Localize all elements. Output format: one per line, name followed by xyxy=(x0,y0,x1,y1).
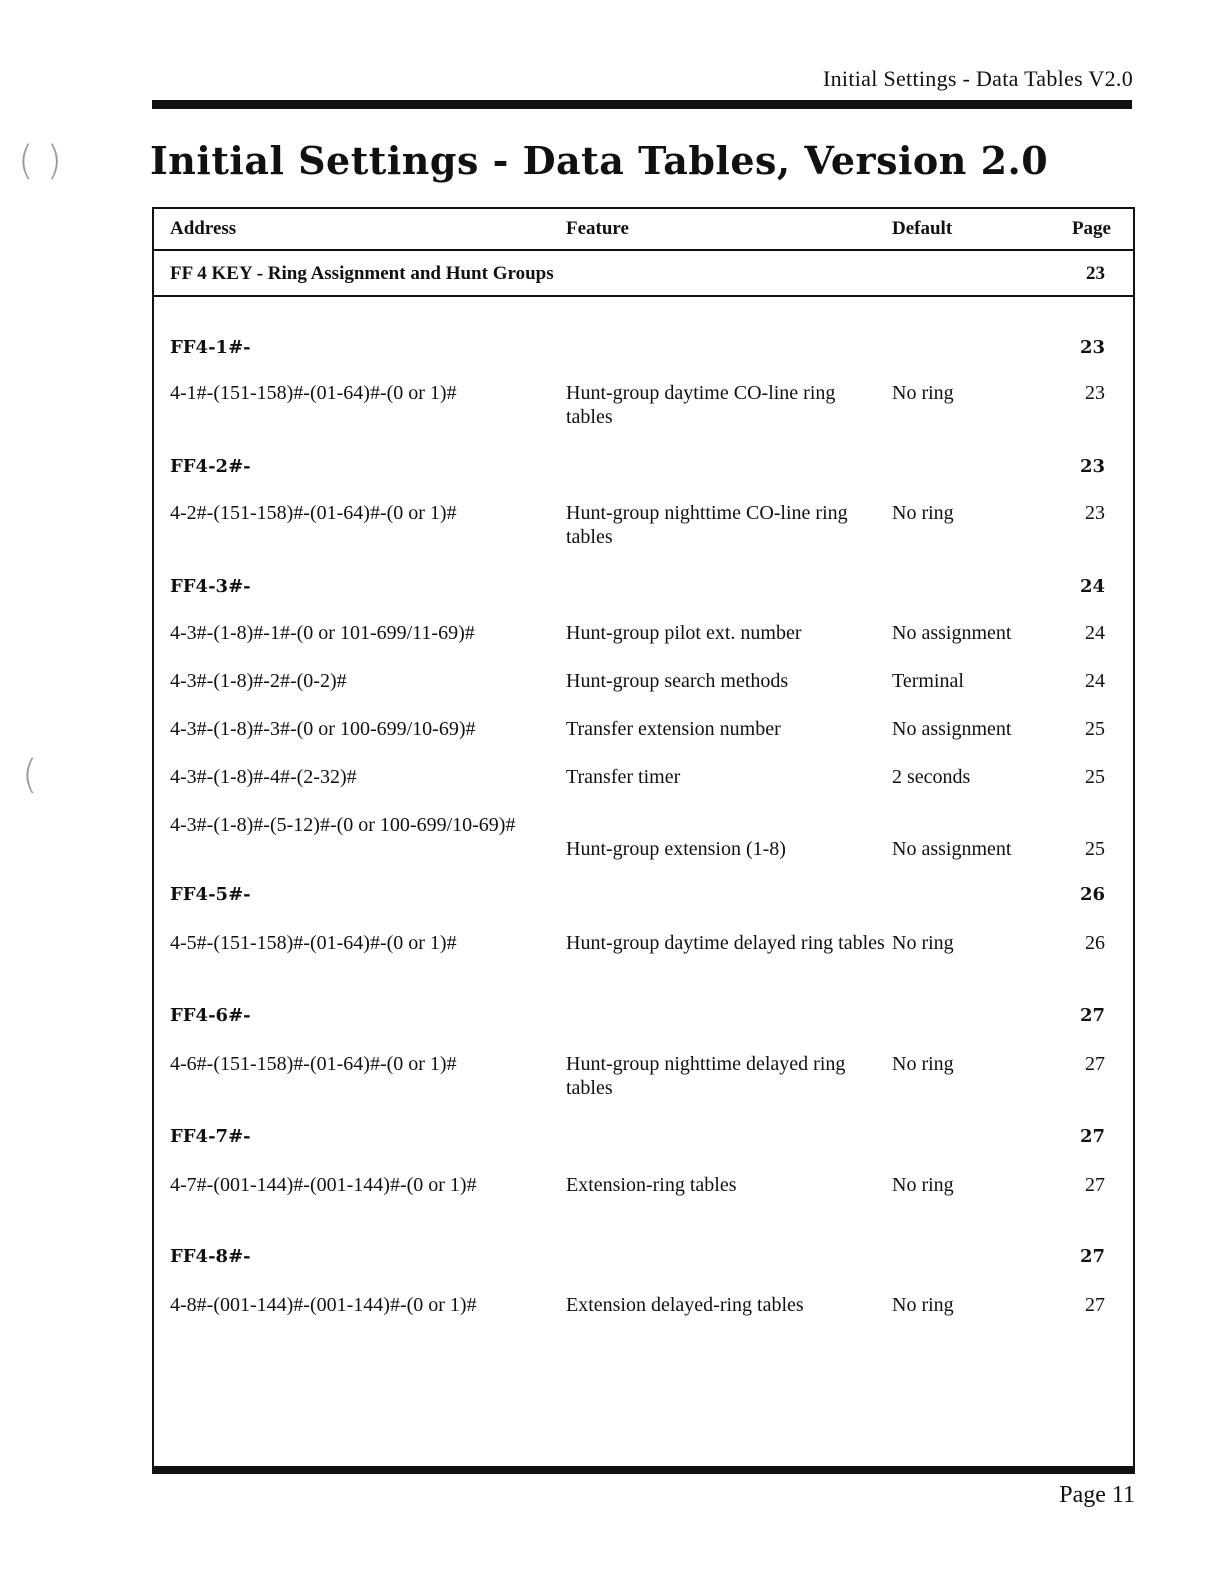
row-address: 4-5#-(151-158)#-(01-64)#-(0 or 1)# xyxy=(170,932,457,954)
group-address: FF4-5#- xyxy=(170,884,251,905)
row-page: 26 xyxy=(1085,932,1105,954)
data-table xyxy=(152,207,1135,1471)
row-default: No ring xyxy=(892,932,954,954)
header-feature: Feature xyxy=(566,218,629,239)
row-default: No ring xyxy=(892,502,954,524)
row-feature: Hunt-group pilot ext. number xyxy=(566,622,802,644)
page-number: Page 11 xyxy=(1059,1482,1135,1508)
row-address: 4-2#-(151-158)#-(01-64)#-(0 or 1)# xyxy=(170,502,457,524)
row-page: 24 xyxy=(1085,670,1105,692)
row-page: 23 xyxy=(1085,502,1105,524)
row-page: 25 xyxy=(1085,718,1105,740)
group-address: FF4-3#- xyxy=(170,576,251,597)
row-feature: Hunt-group daytime delayed ring tables xyxy=(566,932,885,954)
punch-hole-mark: ( ) xyxy=(18,138,62,184)
row-page: 27 xyxy=(1085,1174,1105,1196)
row-address: 4-8#-(001-144)#-(001-144)#-(0 or 1)# xyxy=(170,1294,477,1316)
row-address: 4-3#-(1-8)#-(5-12)#-(0 or 100-699/10-69)# xyxy=(170,814,516,836)
row-default: No assignment xyxy=(892,718,1012,740)
row-default: No ring xyxy=(892,1053,954,1075)
header-default: Default xyxy=(892,218,953,239)
page-title: Initial Settings - Data Tables, Version 2.0 xyxy=(150,138,1049,183)
group-address: FF4-2#- xyxy=(170,456,251,477)
row-default: 2 seconds xyxy=(892,766,971,788)
group-page: 23 xyxy=(1079,337,1105,358)
group-address: FF4-6#- xyxy=(170,1005,251,1026)
row-feature: Extension-ring tables xyxy=(566,1174,737,1196)
group-page: 26 xyxy=(1079,884,1105,905)
header-page: Page xyxy=(1071,218,1111,239)
row-default: No assignment xyxy=(892,838,1012,860)
row-address: 4-7#-(001-144)#-(001-144)#-(0 or 1)# xyxy=(170,1174,477,1196)
table-header xyxy=(154,209,1133,251)
group-address: FF4-7#- xyxy=(170,1126,251,1147)
row-default: No ring xyxy=(892,382,954,404)
row-page: 27 xyxy=(1085,1053,1105,1075)
row-page: 23 xyxy=(1085,382,1105,404)
section-title: FF 4 KEY - Ring Assignment and Hunt Groups xyxy=(170,263,554,284)
group-page: 23 xyxy=(1079,456,1105,477)
section-row xyxy=(154,251,1133,297)
footer-rule xyxy=(152,1466,1135,1474)
group-page: 27 xyxy=(1079,1246,1105,1267)
row-feature: Hunt-group nighttime delayed ring tables xyxy=(566,1053,846,1099)
row-feature: Extension delayed-ring tables xyxy=(566,1294,804,1316)
row-address: 4-3#-(1-8)#-4#-(2-32)# xyxy=(170,766,357,788)
row-default: No ring xyxy=(892,1294,954,1316)
table-row xyxy=(154,813,1133,863)
header-address: Address xyxy=(170,218,237,239)
row-address: 4-1#-(151-158)#-(01-64)#-(0 or 1)# xyxy=(170,382,457,404)
row-default: No ring xyxy=(892,1174,954,1196)
row-address: 4-6#-(151-158)#-(01-64)#-(0 or 1)# xyxy=(170,1053,457,1075)
row-feature: Transfer timer xyxy=(566,766,681,788)
header-rule xyxy=(152,100,1132,109)
row-address: 4-3#-(1-8)#-3#-(0 or 100-699/10-69)# xyxy=(170,718,476,740)
group-page: 27 xyxy=(1079,1126,1105,1147)
row-default: No assignment xyxy=(892,622,1012,644)
row-feature: Hunt-group search methods xyxy=(566,670,789,692)
group-page: 24 xyxy=(1079,576,1105,597)
section-page: 23 xyxy=(1086,263,1105,284)
row-feature: Hunt-group nighttime CO-line ring tables xyxy=(566,502,848,548)
row-feature: Transfer extension number xyxy=(566,718,781,740)
row-page: 27 xyxy=(1085,1294,1105,1316)
group-page: 27 xyxy=(1079,1005,1105,1026)
row-feature: Hunt-group daytime CO-line ring tables xyxy=(566,382,836,428)
row-page: 25 xyxy=(1085,838,1105,860)
row-address: 4-3#-(1-8)#-1#-(0 or 101-699/11-69)# xyxy=(170,622,475,644)
group-address: FF4-8#- xyxy=(170,1246,251,1267)
running-head: Initial Settings - Data Tables V2.0 xyxy=(823,66,1133,91)
row-page: 24 xyxy=(1085,622,1105,644)
row-address: 4-3#-(1-8)#-2#-(0-2)# xyxy=(170,670,347,692)
row-feature: Hunt-group extension (1-8) xyxy=(566,838,786,860)
punch-hole-mark: ( xyxy=(22,752,38,798)
group-address: FF4-1#- xyxy=(170,337,251,358)
row-default: Terminal xyxy=(892,670,964,692)
row-page: 25 xyxy=(1085,766,1105,788)
